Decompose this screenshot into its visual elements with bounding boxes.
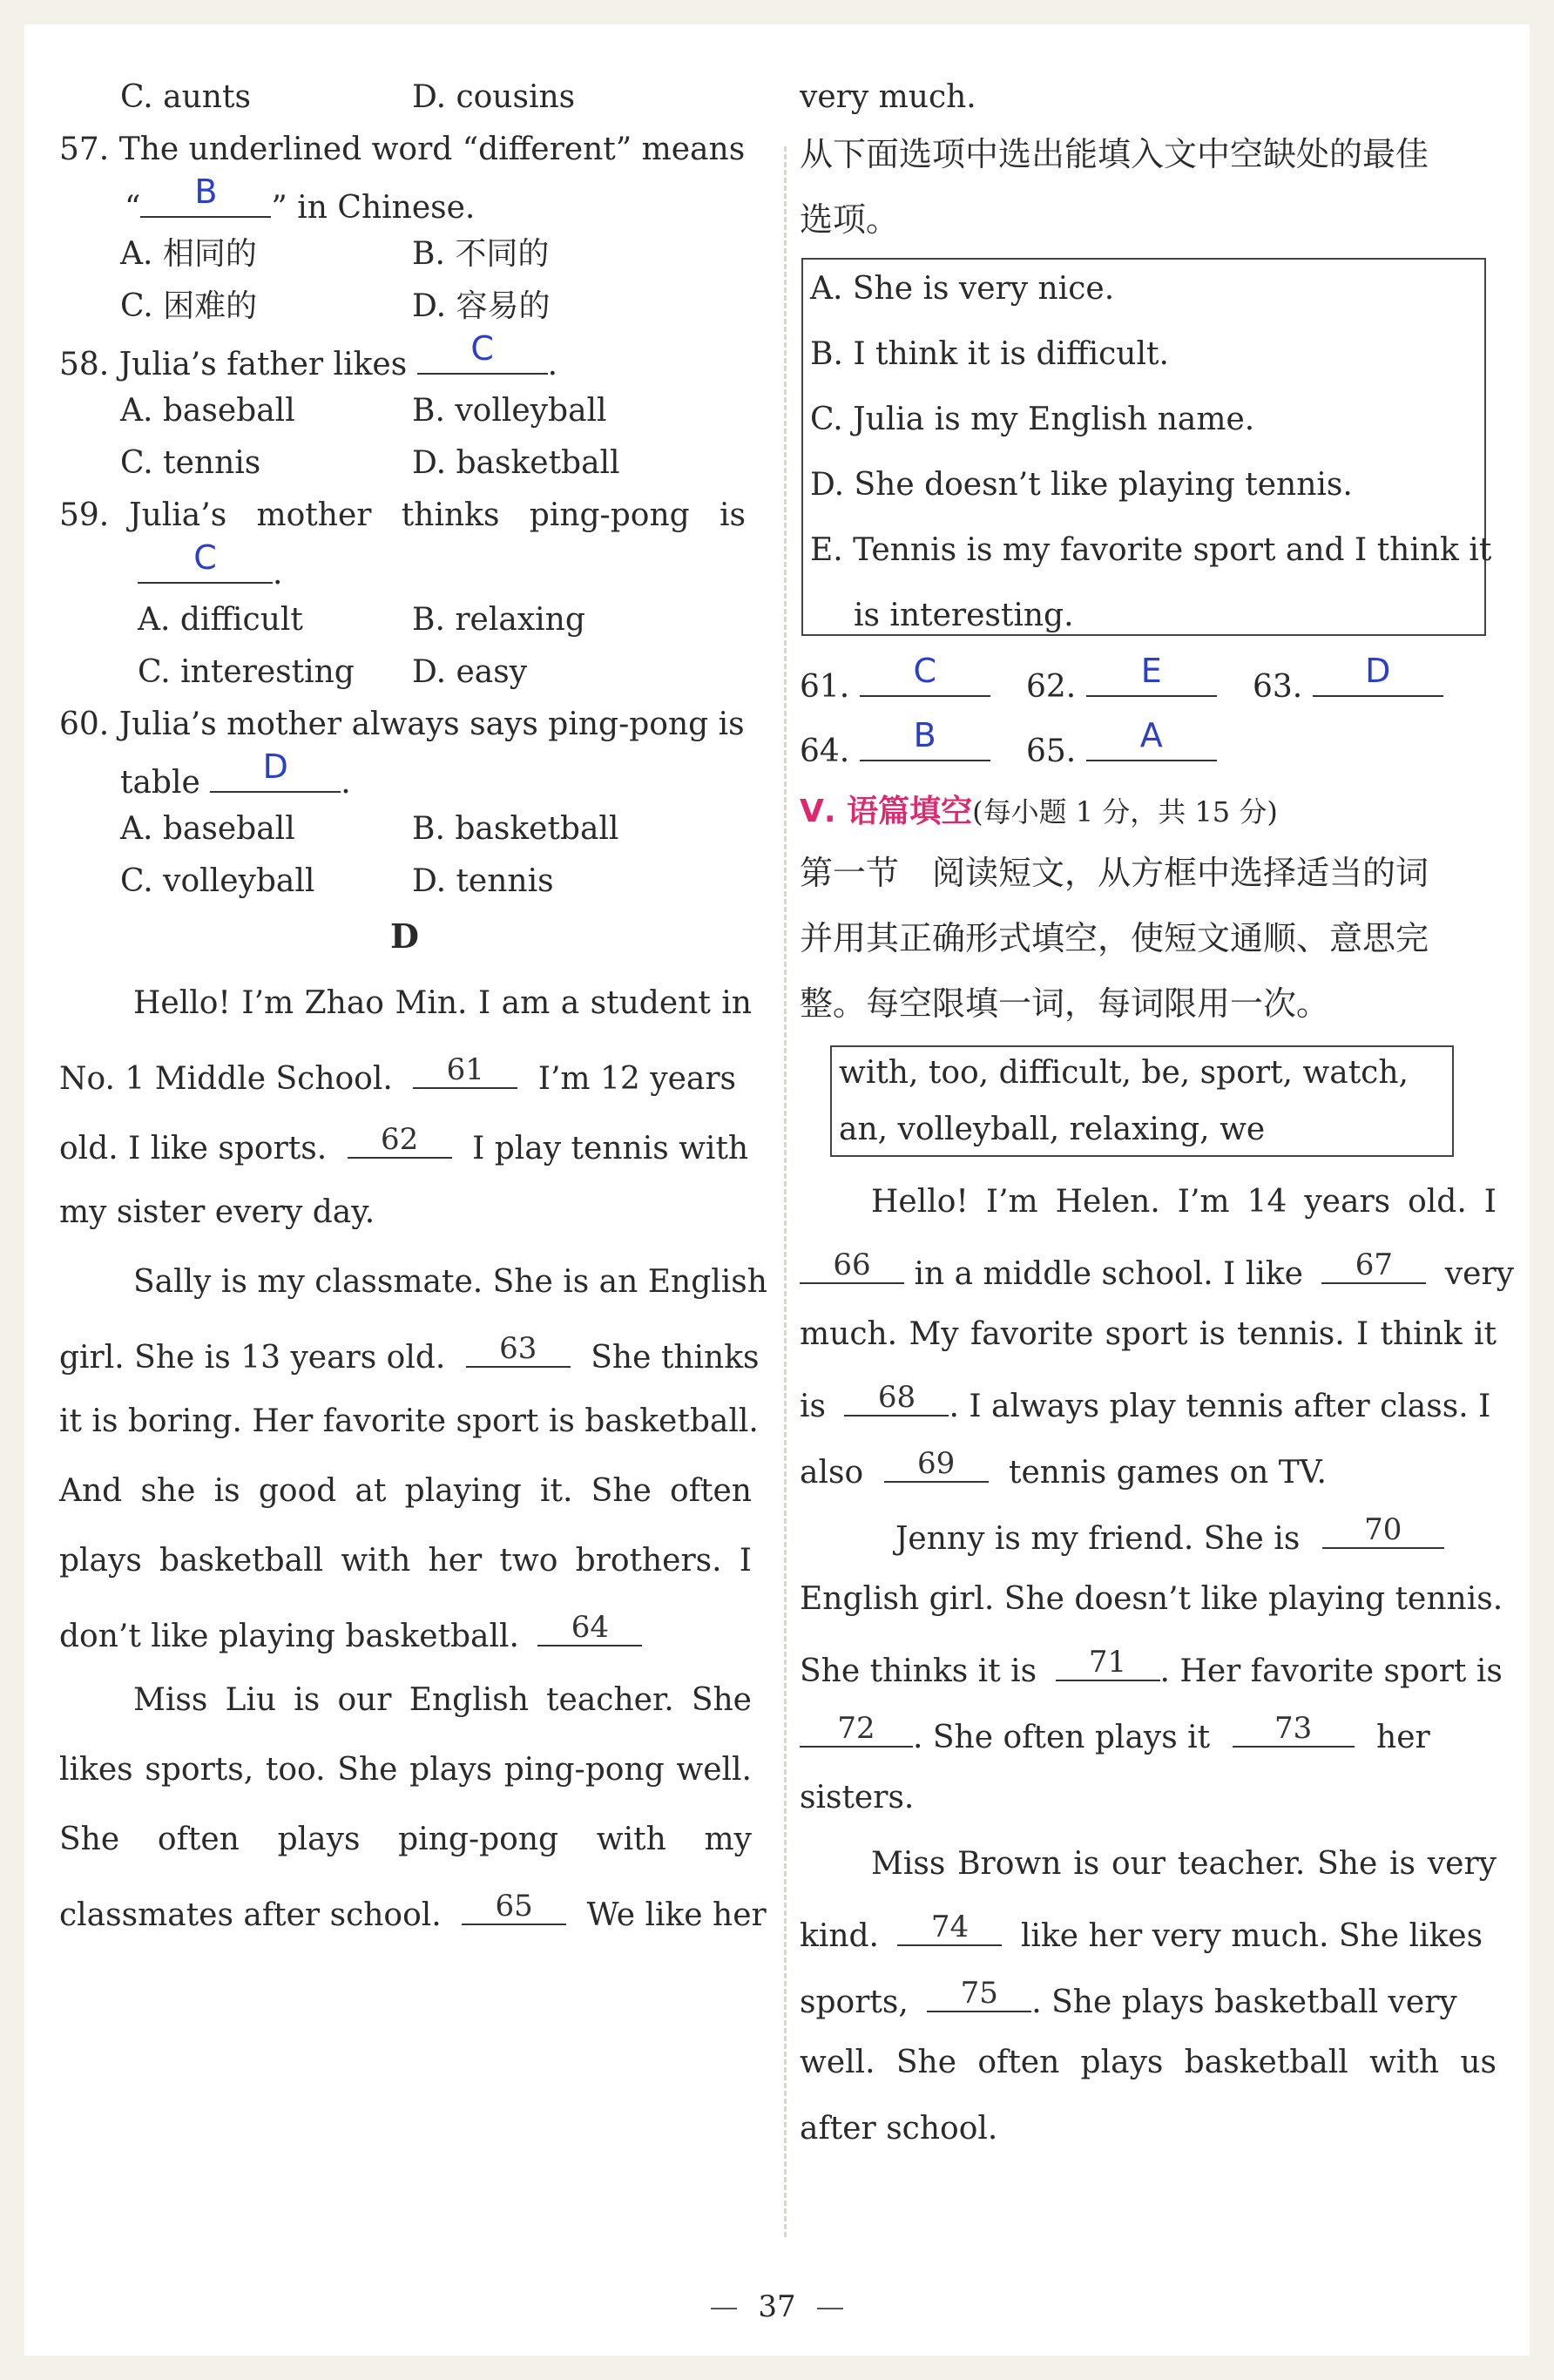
question-59-line2: C . [138, 547, 282, 595]
answer-blank: 73 [1233, 1711, 1355, 1748]
passage-line: Miss Liu is our English teacher. She [133, 1682, 752, 1718]
option: D. tennis [412, 863, 554, 899]
answer-blank [417, 329, 548, 375]
answer-text: E [1140, 652, 1162, 690]
option: C. 困难的 [120, 288, 258, 324]
instruction: 并用其正确形式填空，使短文通顺、意思完 [800, 919, 1429, 957]
word-bank: an, volleyball, relaxing, we [839, 1112, 1266, 1147]
dash-decoration [711, 2308, 737, 2309]
passage-line: Hello! I’m Helen. I’m 14 years old. I [871, 1184, 1497, 1220]
instruction: 选项。 [800, 200, 900, 239]
passage-line: likes sports, too. She plays ping-pong well. [59, 1752, 752, 1788]
option: D. She doesn’t like playing tennis. [810, 467, 1353, 503]
option: D. easy [412, 654, 528, 690]
question-60-stem: 60. Julia’s mother always says ping-pong is [59, 707, 745, 742]
answer-blank: 62 [348, 1122, 452, 1159]
worksheet-page [24, 24, 1530, 2356]
option: C. Julia is my English name. [810, 402, 1255, 437]
answer-text: B [913, 716, 936, 754]
option: E. Tennis is my favorite sport and I think it [810, 532, 1492, 568]
answer-blank: 66 [800, 1247, 904, 1284]
passage-line: 72 . She often plays it 73 her [800, 1711, 1497, 1759]
answer-blank [1086, 652, 1217, 697]
answer-blank: 61 [413, 1052, 517, 1089]
answer-text: C [470, 329, 494, 368]
answer-row: 62. E [1026, 660, 1217, 708]
passage-line: also 69 tennis games on TV. [800, 1446, 1327, 1491]
answer-text: A [1139, 716, 1163, 754]
option: B. volleyball [412, 393, 607, 429]
option: is interesting. [854, 598, 1074, 633]
passage-line: it is boring. Her favorite sport is basketball. [59, 1403, 759, 1439]
option: C. volleyball [120, 863, 315, 899]
section-heading: Ⅴ. 语篇填空(每小题 1 分，共 15 分) [800, 794, 1278, 829]
question-57-stem: 57. The underlined word “different” means [59, 132, 746, 167]
instruction: 整。每空限填一词，每词限用一次。 [800, 984, 1330, 1023]
option: D. 容易的 [412, 288, 551, 324]
option: A. baseball [120, 811, 295, 847]
passage-line: plays basketball with her two brothers. I [59, 1543, 752, 1579]
option: B. relaxing [412, 602, 585, 638]
passage-line: my sister every day. [59, 1194, 375, 1230]
option: B. I think it is difficult. [810, 336, 1169, 372]
answer-text: D [262, 747, 288, 786]
answer-blank: 68 [844, 1380, 949, 1417]
question-58: 58. Julia’s father likes C . [59, 329, 558, 382]
answer-blank [1086, 716, 1217, 761]
answer-blank [140, 172, 271, 218]
answer-blank: 75 [927, 1976, 1031, 2012]
question-57-line2: “ B ” in Chinese. [125, 172, 476, 226]
passage-line: after school. [800, 2111, 998, 2147]
option: C. aunts [120, 79, 251, 115]
answer-blank [1313, 652, 1443, 697]
answer-row: 63. D [1253, 660, 1443, 708]
passage-line: And she is good at playing it. She often [59, 1473, 752, 1509]
passage-line: She often plays ping-pong with my [59, 1822, 752, 1857]
answer-blank: 70 [1322, 1512, 1444, 1549]
passage-line: Jenny is my friend. She is 70 [895, 1512, 1497, 1560]
answer-blank: 63 [466, 1331, 571, 1368]
option: A. difficult [138, 602, 303, 638]
answer-text: B [194, 172, 218, 211]
instruction: 从下面选项中选出能填入文中空缺处的最佳 [800, 135, 1429, 173]
passage-line: girl. She is 13 years old. 63 She thinks [59, 1331, 760, 1376]
answer-blank: 74 [897, 1910, 1002, 1946]
dash-decoration [817, 2308, 843, 2309]
option: A. 相同的 [120, 236, 257, 272]
option: A. She is very nice. [810, 271, 1115, 307]
option: C. interesting [138, 654, 355, 690]
column-divider [784, 146, 787, 2237]
instruction: 第一节 阅读短文，从方框中选择适当的词 [800, 854, 1429, 892]
passage-line: 66 in a middle school. I like 67 very [800, 1247, 1497, 1295]
passage-line: is 68 . I always play tennis after class. I [800, 1380, 1491, 1424]
answer-text: D [1365, 652, 1391, 690]
question-60-line2: table D . [120, 747, 351, 801]
option: C. tennis [120, 445, 261, 481]
passage-line: sports, 75 . She plays basketball very [800, 1976, 1457, 2020]
passage-line: old. I like sports. 62 I play tennis with [59, 1122, 749, 1166]
question-59-stem: 59. Julia’s mother thinks ping-pong is [59, 497, 746, 533]
answer-blank: 65 [462, 1889, 566, 1925]
option: B. 不同的 [412, 236, 550, 272]
passage-line: Miss Brown is our teacher. She is very [871, 1846, 1497, 1882]
passage-line: much. My favorite sport is tennis. I think it [800, 1316, 1497, 1352]
answer-blank: 67 [1321, 1247, 1426, 1284]
passage-line: sisters. [800, 1780, 915, 1815]
passage-line: No. 1 Middle School. 61 I’m 12 years [59, 1052, 737, 1097]
answer-blank [860, 652, 990, 697]
answer-blank [860, 716, 990, 761]
passage-line: don’t like playing basketball. 64 [59, 1610, 642, 1658]
answer-row: 61. C [800, 660, 990, 708]
passage-line: She thinks it is 71 . Her favorite sport is [800, 1645, 1503, 1689]
passage-d-title: D [390, 916, 419, 956]
option: D. cousins [412, 79, 576, 115]
passage-line: kind. 74 like her very much. She likes [800, 1910, 1483, 1954]
options-box [801, 258, 1486, 636]
answer-row: 65. A [1026, 725, 1217, 773]
answer-blank [210, 747, 341, 793]
passage-line: Sally is my classmate. She is an English [133, 1264, 767, 1300]
passage-continuation: very much. [800, 79, 976, 115]
answer-blank: 72 [800, 1711, 913, 1748]
answer-blank: 69 [884, 1446, 989, 1483]
option: B. basketball [412, 811, 619, 847]
page-number: 37 [24, 2289, 1530, 2324]
answer-blank: 64 [537, 1610, 642, 1646]
answer-text: C [913, 652, 936, 690]
option: D. basketball [412, 445, 620, 481]
answer-blank: 71 [1056, 1645, 1160, 1681]
answer-row: 64. B [800, 725, 990, 773]
passage-line: Hello! I’m Zhao Min. I am a student in [133, 985, 752, 1021]
passage-line: classmates after school. 65 We like her [59, 1889, 767, 1933]
option: A. baseball [120, 393, 295, 429]
passage-line: English girl. She doesn’t like playing tennis. [800, 1581, 1503, 1617]
word-bank: with, too, difficult, be, sport, watch, [839, 1055, 1409, 1091]
answer-blank [138, 538, 273, 584]
passage-line: well. She often plays basketball with us [800, 2045, 1497, 2080]
answer-text: C [193, 538, 217, 577]
